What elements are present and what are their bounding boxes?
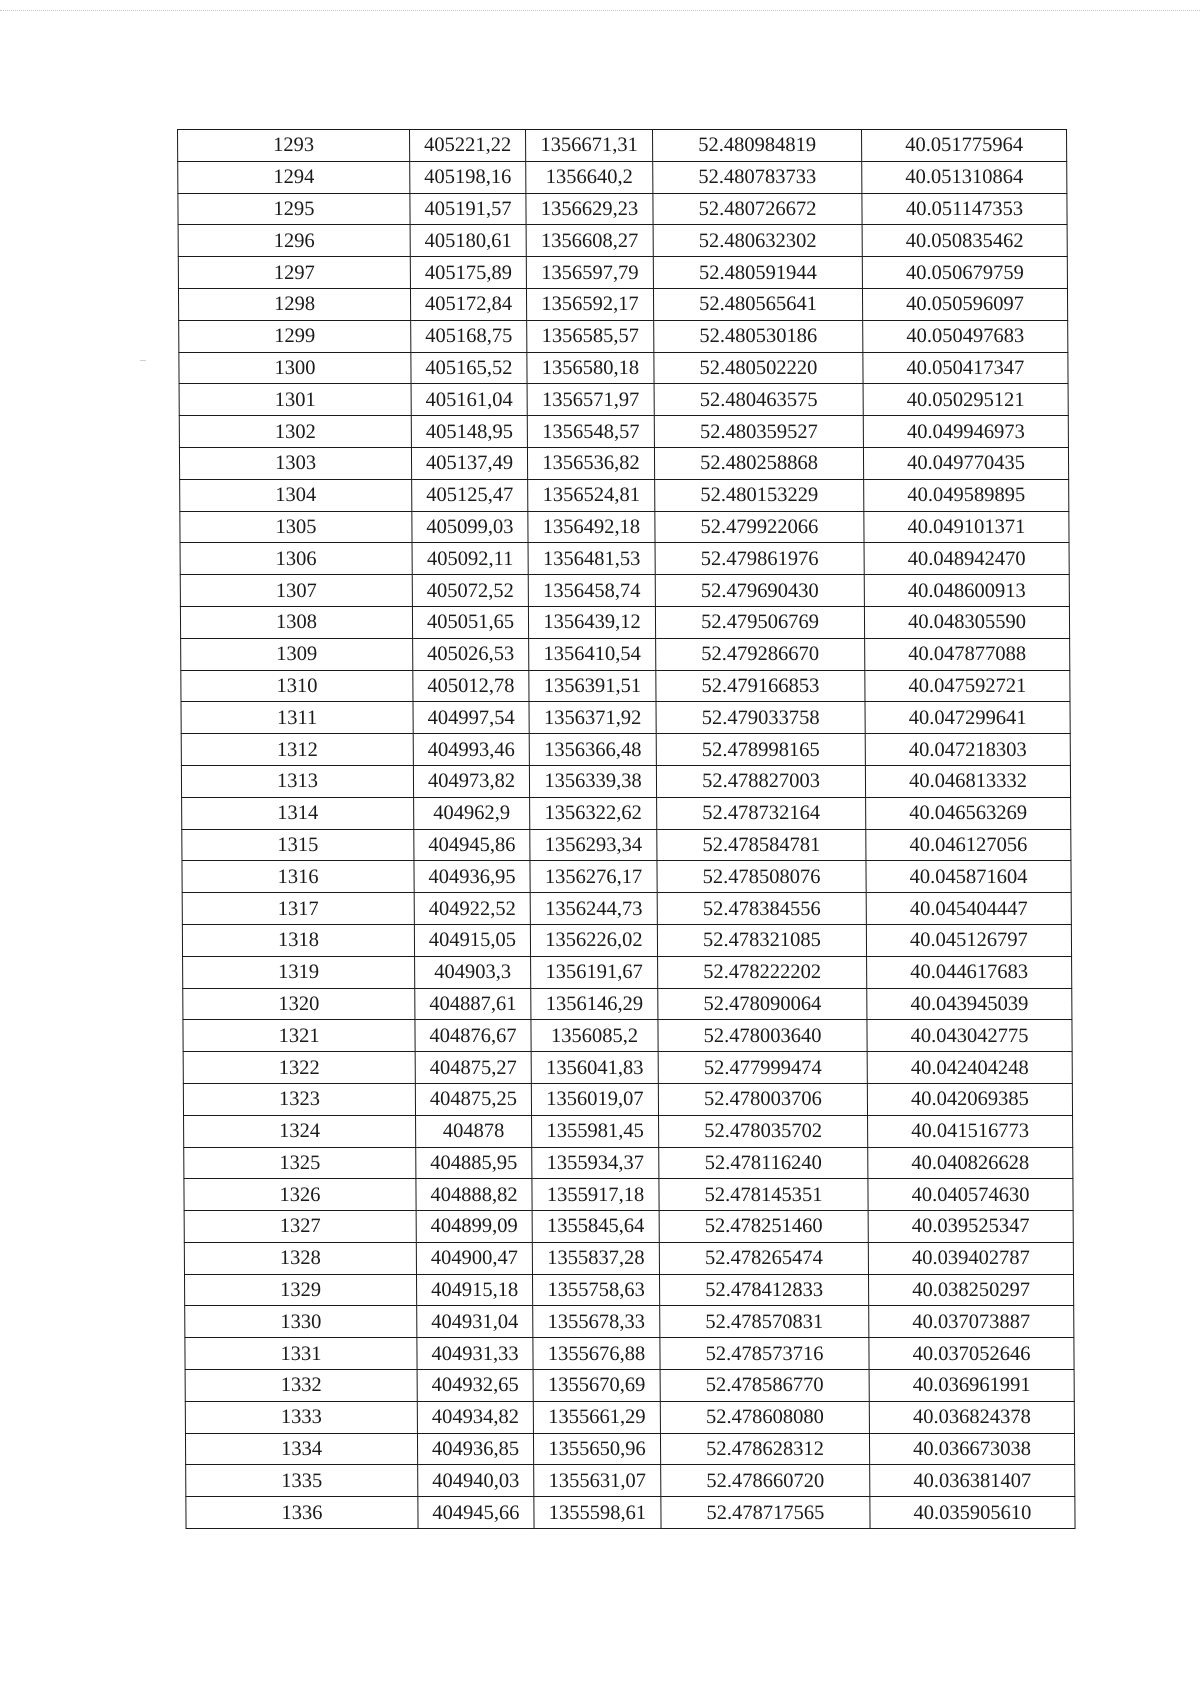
latitude-cell: 52.479506769 <box>655 606 864 638</box>
point-number-cell: 1308 <box>180 606 412 638</box>
longitude-cell: 40.042069385 <box>867 1083 1072 1115</box>
point-number-cell: 1315 <box>182 829 414 861</box>
x-coordinate-cell: 404878 <box>416 1115 532 1147</box>
latitude-cell: 52.478508076 <box>657 861 866 893</box>
table-row <box>181 734 1070 766</box>
latitude-cell: 52.478827003 <box>656 765 865 797</box>
longitude-cell: 40.049770435 <box>863 447 1068 479</box>
table-row <box>178 288 1067 320</box>
latitude-cell: 52.478586770 <box>660 1370 869 1402</box>
table-row <box>178 161 1067 193</box>
latitude-cell: 52.480984819 <box>653 130 862 162</box>
point-number-cell: 1335 <box>186 1465 418 1497</box>
point-number-cell: 1311 <box>181 702 413 734</box>
longitude-cell: 40.035905610 <box>870 1497 1075 1529</box>
y-coordinate-cell: 1356608,27 <box>526 225 653 257</box>
table-row <box>179 416 1068 448</box>
point-number-cell: 1296 <box>178 225 410 257</box>
longitude-cell: 40.039402787 <box>868 1242 1073 1274</box>
point-number-cell: 1299 <box>179 320 411 352</box>
y-coordinate-cell: 1356571,97 <box>527 384 654 416</box>
point-number-cell: 1333 <box>185 1401 417 1433</box>
y-coordinate-cell: 1355917,18 <box>532 1179 659 1211</box>
longitude-cell: 40.036673038 <box>869 1433 1074 1465</box>
table-row <box>183 956 1072 988</box>
x-coordinate-cell: 405072,52 <box>412 575 528 607</box>
table-row <box>184 1242 1073 1274</box>
longitude-cell: 40.038250297 <box>868 1274 1073 1306</box>
table-row <box>182 829 1071 861</box>
table-row <box>184 1179 1073 1211</box>
x-coordinate-cell: 405125,47 <box>412 479 528 511</box>
latitude-cell: 52.480783733 <box>653 161 862 193</box>
y-coordinate-cell: 1356339,38 <box>529 765 656 797</box>
x-coordinate-cell: 405198,16 <box>410 161 526 193</box>
longitude-cell: 40.050596097 <box>862 288 1067 320</box>
x-coordinate-cell: 405092,11 <box>412 543 528 575</box>
latitude-cell: 52.478573716 <box>660 1338 869 1370</box>
x-coordinate-cell: 405172,84 <box>410 288 526 320</box>
longitude-cell: 40.048600913 <box>864 575 1069 607</box>
x-coordinate-cell: 405099,03 <box>412 511 528 543</box>
point-number-cell: 1334 <box>185 1433 417 1465</box>
x-coordinate-cell: 404940,03 <box>418 1465 534 1497</box>
y-coordinate-cell: 1355650,96 <box>533 1433 660 1465</box>
x-coordinate-cell: 405161,04 <box>411 384 527 416</box>
table-row <box>178 130 1067 162</box>
longitude-cell: 40.045404447 <box>866 893 1071 925</box>
y-coordinate-cell: 1356366,48 <box>529 734 656 766</box>
latitude-cell: 52.478732164 <box>657 797 866 829</box>
latitude-cell: 52.478717565 <box>661 1497 870 1529</box>
x-coordinate-cell: 404932,65 <box>417 1370 533 1402</box>
longitude-cell: 40.039525347 <box>868 1211 1073 1243</box>
point-number-cell: 1320 <box>183 988 415 1020</box>
latitude-cell: 52.480258868 <box>654 447 863 479</box>
y-coordinate-cell: 1356492,18 <box>528 511 655 543</box>
table-row <box>185 1338 1074 1370</box>
point-number-cell: 1332 <box>185 1370 417 1402</box>
y-coordinate-cell: 1356597,79 <box>526 257 653 289</box>
table-row <box>182 861 1071 893</box>
latitude-cell: 52.478003640 <box>658 1020 867 1052</box>
latitude-cell: 52.478584781 <box>657 829 866 861</box>
point-number-cell: 1293 <box>178 130 410 162</box>
point-number-cell: 1297 <box>178 257 410 289</box>
table-row <box>180 575 1069 607</box>
point-number-cell: 1324 <box>184 1115 416 1147</box>
x-coordinate-cell: 404936,85 <box>417 1433 533 1465</box>
point-number-cell: 1306 <box>180 543 412 575</box>
latitude-cell: 52.478145351 <box>659 1179 868 1211</box>
latitude-cell: 52.478608080 <box>660 1401 869 1433</box>
point-number-cell: 1329 <box>184 1274 416 1306</box>
longitude-cell: 40.050835462 <box>862 225 1067 257</box>
latitude-cell: 52.479166853 <box>656 670 865 702</box>
x-coordinate-cell: 404934,82 <box>417 1401 533 1433</box>
table-row <box>178 225 1067 257</box>
longitude-cell: 40.050497683 <box>863 320 1068 352</box>
point-number-cell: 1314 <box>182 797 414 829</box>
y-coordinate-cell: 1356481,53 <box>528 543 655 575</box>
table-row <box>183 1052 1072 1084</box>
y-coordinate-cell: 1355837,28 <box>532 1242 659 1274</box>
longitude-cell: 40.042404248 <box>867 1052 1072 1084</box>
y-coordinate-cell: 1356191,67 <box>531 956 658 988</box>
longitude-cell: 40.050295121 <box>863 384 1068 416</box>
point-number-cell: 1327 <box>184 1211 416 1243</box>
y-coordinate-cell: 1355676,88 <box>533 1338 660 1370</box>
longitude-cell: 40.047299641 <box>865 702 1070 734</box>
table-row <box>184 1274 1073 1306</box>
table-row <box>180 479 1069 511</box>
y-coordinate-cell: 1356585,57 <box>527 320 654 352</box>
x-coordinate-cell: 404936,95 <box>414 861 530 893</box>
longitude-cell: 40.043042775 <box>867 1020 1072 1052</box>
point-number-cell: 1336 <box>186 1497 418 1529</box>
y-coordinate-cell: 1355670,69 <box>533 1370 660 1402</box>
latitude-cell: 52.477999474 <box>658 1052 867 1084</box>
x-coordinate-cell: 405168,75 <box>411 320 527 352</box>
y-coordinate-cell: 1356439,12 <box>528 606 655 638</box>
x-coordinate-cell: 404945,66 <box>418 1497 534 1529</box>
table-row <box>180 511 1069 543</box>
x-coordinate-cell: 405012,78 <box>413 670 529 702</box>
table-row <box>186 1497 1075 1529</box>
x-coordinate-cell: 405221,22 <box>410 130 526 162</box>
y-coordinate-cell: 1356226,02 <box>530 924 657 956</box>
latitude-cell: 52.478384556 <box>657 893 866 925</box>
longitude-cell: 40.051775964 <box>862 130 1067 162</box>
y-coordinate-cell: 1356085,2 <box>531 1020 658 1052</box>
x-coordinate-cell: 404931,33 <box>417 1338 533 1370</box>
y-coordinate-cell: 1356548,57 <box>527 416 654 448</box>
longitude-cell: 40.044617683 <box>867 956 1072 988</box>
y-coordinate-cell: 1356276,17 <box>530 861 657 893</box>
y-coordinate-cell: 1355981,45 <box>532 1115 659 1147</box>
latitude-cell: 52.478035702 <box>659 1115 868 1147</box>
latitude-cell: 52.478570831 <box>660 1306 869 1338</box>
y-coordinate-cell: 1356580,18 <box>527 352 654 384</box>
point-number-cell: 1301 <box>179 384 411 416</box>
point-number-cell: 1321 <box>183 1020 415 1052</box>
latitude-cell: 52.478090064 <box>658 988 867 1020</box>
latitude-cell: 52.480632302 <box>653 225 862 257</box>
y-coordinate-cell: 1355598,61 <box>534 1497 661 1529</box>
y-coordinate-cell: 1356640,2 <box>526 161 653 193</box>
latitude-cell: 52.478251460 <box>659 1211 868 1243</box>
longitude-cell: 40.036381407 <box>870 1465 1075 1497</box>
longitude-cell: 40.037073887 <box>869 1306 1074 1338</box>
point-number-cell: 1319 <box>183 956 415 988</box>
y-coordinate-cell: 1355934,37 <box>532 1147 659 1179</box>
latitude-cell: 52.478116240 <box>659 1147 868 1179</box>
x-coordinate-cell: 404899,09 <box>416 1211 532 1243</box>
point-number-cell: 1305 <box>180 511 412 543</box>
latitude-cell: 52.478265474 <box>659 1242 868 1274</box>
table-row <box>182 797 1071 829</box>
table-row <box>186 1465 1075 1497</box>
y-coordinate-cell: 1355661,29 <box>533 1401 660 1433</box>
latitude-cell: 52.480359527 <box>654 416 863 448</box>
point-number-cell: 1304 <box>180 479 412 511</box>
x-coordinate-cell: 404993,46 <box>413 734 529 766</box>
latitude-cell: 52.480591944 <box>653 257 862 289</box>
table-row <box>184 1147 1073 1179</box>
latitude-cell: 52.480530186 <box>654 320 863 352</box>
longitude-cell: 40.045871604 <box>866 861 1071 893</box>
point-number-cell: 1325 <box>184 1147 416 1179</box>
point-number-cell: 1312 <box>181 734 413 766</box>
table-row <box>179 320 1068 352</box>
table-row <box>183 1083 1072 1115</box>
y-coordinate-cell: 1356371,92 <box>529 702 656 734</box>
point-number-cell: 1307 <box>180 575 412 607</box>
longitude-cell: 40.048305590 <box>864 606 1069 638</box>
point-number-cell: 1317 <box>182 893 414 925</box>
table-row <box>185 1306 1074 1338</box>
latitude-cell: 52.480502220 <box>654 352 863 384</box>
x-coordinate-cell: 404876,67 <box>415 1020 531 1052</box>
x-coordinate-cell: 405175,89 <box>410 257 526 289</box>
longitude-cell: 40.040574630 <box>868 1179 1073 1211</box>
point-number-cell: 1295 <box>178 193 410 225</box>
point-number-cell: 1316 <box>182 861 414 893</box>
y-coordinate-cell: 1356592,17 <box>526 288 653 320</box>
latitude-cell: 52.479861976 <box>655 543 864 575</box>
x-coordinate-cell: 404962,9 <box>414 797 530 829</box>
y-coordinate-cell: 1355845,64 <box>532 1211 659 1243</box>
x-coordinate-cell: 404900,47 <box>416 1242 532 1274</box>
point-number-cell: 1302 <box>179 416 411 448</box>
y-coordinate-cell: 1356671,31 <box>526 130 653 162</box>
x-coordinate-cell: 404997,54 <box>413 702 529 734</box>
table-row <box>185 1433 1074 1465</box>
x-coordinate-cell: 404931,04 <box>417 1306 533 1338</box>
x-coordinate-cell: 404915,18 <box>416 1274 532 1306</box>
y-coordinate-cell: 1356629,23 <box>526 193 653 225</box>
table-row <box>179 352 1068 384</box>
longitude-cell: 40.049589895 <box>864 479 1069 511</box>
table-row <box>181 638 1070 670</box>
x-coordinate-cell: 405180,61 <box>410 225 526 257</box>
point-number-cell: 1294 <box>178 161 410 193</box>
table-row <box>181 765 1070 797</box>
table-row <box>184 1115 1073 1147</box>
longitude-cell: 40.046813332 <box>865 765 1070 797</box>
point-number-cell: 1322 <box>183 1052 415 1084</box>
latitude-cell: 52.478222202 <box>658 956 867 988</box>
table-row <box>184 1211 1073 1243</box>
table-row <box>181 702 1070 734</box>
y-coordinate-cell: 1356041,83 <box>531 1052 658 1084</box>
x-coordinate-cell: 405137,49 <box>411 447 527 479</box>
y-coordinate-cell: 1356293,34 <box>530 829 657 861</box>
point-number-cell: 1318 <box>182 924 414 956</box>
x-coordinate-cell: 405165,52 <box>411 352 527 384</box>
x-coordinate-cell: 405191,57 <box>410 193 526 225</box>
latitude-cell: 52.479690430 <box>655 575 864 607</box>
longitude-cell: 40.045126797 <box>866 924 1071 956</box>
longitude-cell: 40.037052646 <box>869 1338 1074 1370</box>
latitude-cell: 52.478660720 <box>661 1465 870 1497</box>
latitude-cell: 52.479286670 <box>656 638 865 670</box>
longitude-cell: 40.047218303 <box>865 734 1070 766</box>
longitude-cell: 40.040826628 <box>868 1147 1073 1179</box>
y-coordinate-cell: 1356322,62 <box>530 797 657 829</box>
latitude-cell: 52.478998165 <box>656 734 865 766</box>
latitude-cell: 52.479033758 <box>656 702 865 734</box>
point-number-cell: 1323 <box>183 1083 415 1115</box>
point-number-cell: 1331 <box>185 1338 417 1370</box>
y-coordinate-cell: 1356244,73 <box>530 893 657 925</box>
x-coordinate-cell: 404973,82 <box>413 765 529 797</box>
y-coordinate-cell: 1355758,63 <box>532 1274 659 1306</box>
longitude-cell: 40.047592721 <box>865 670 1070 702</box>
y-coordinate-cell: 1356536,82 <box>527 447 654 479</box>
y-coordinate-cell: 1356391,51 <box>529 670 656 702</box>
point-number-cell: 1298 <box>178 288 410 320</box>
x-coordinate-cell: 404885,95 <box>416 1147 532 1179</box>
latitude-cell: 52.479922066 <box>655 511 864 543</box>
longitude-cell: 40.048942470 <box>864 543 1069 575</box>
longitude-cell: 40.047877088 <box>865 638 1070 670</box>
table-row <box>185 1370 1074 1402</box>
table-row <box>180 543 1069 575</box>
longitude-cell: 40.050679759 <box>862 257 1067 289</box>
table-row <box>178 257 1067 289</box>
table-row <box>180 606 1069 638</box>
table-row <box>178 193 1067 225</box>
latitude-cell: 52.480565641 <box>653 288 862 320</box>
table-row <box>179 384 1068 416</box>
table-row <box>183 988 1072 1020</box>
table-row <box>185 1401 1074 1433</box>
coordinates-table <box>177 129 1076 1529</box>
point-number-cell: 1328 <box>184 1242 416 1274</box>
x-coordinate-cell: 404945,86 <box>414 829 530 861</box>
x-coordinate-cell: 404888,82 <box>416 1179 532 1211</box>
y-coordinate-cell: 1356019,07 <box>531 1083 658 1115</box>
x-coordinate-cell: 404903,3 <box>415 956 531 988</box>
table-row <box>181 670 1070 702</box>
scan-mark <box>140 360 146 361</box>
x-coordinate-cell: 404875,27 <box>415 1052 531 1084</box>
table-row <box>183 1020 1072 1052</box>
longitude-cell: 40.049946973 <box>863 416 1068 448</box>
y-coordinate-cell: 1355631,07 <box>534 1465 661 1497</box>
point-number-cell: 1303 <box>179 447 411 479</box>
table-row <box>182 924 1071 956</box>
x-coordinate-cell: 405051,65 <box>412 606 528 638</box>
point-number-cell: 1313 <box>181 765 413 797</box>
y-coordinate-cell: 1356410,54 <box>529 638 656 670</box>
x-coordinate-cell: 404887,61 <box>415 988 531 1020</box>
point-number-cell: 1330 <box>185 1306 417 1338</box>
table-row <box>179 447 1068 479</box>
x-coordinate-cell: 405026,53 <box>413 638 529 670</box>
longitude-cell: 40.046127056 <box>866 829 1071 861</box>
x-coordinate-cell: 404875,25 <box>415 1083 531 1115</box>
longitude-cell: 40.043945039 <box>867 988 1072 1020</box>
latitude-cell: 52.478003706 <box>658 1083 867 1115</box>
latitude-cell: 52.480463575 <box>654 384 863 416</box>
x-coordinate-cell: 404922,52 <box>414 893 530 925</box>
longitude-cell: 40.041516773 <box>868 1115 1073 1147</box>
x-coordinate-cell: 404915,05 <box>414 924 530 956</box>
latitude-cell: 52.478628312 <box>660 1433 869 1465</box>
scan-edge-line <box>0 10 1200 11</box>
x-coordinate-cell: 405148,95 <box>411 416 527 448</box>
coordinates-table-body <box>178 130 1076 1529</box>
longitude-cell: 40.036961991 <box>869 1370 1074 1402</box>
point-number-cell: 1310 <box>181 670 413 702</box>
y-coordinate-cell: 1356524,81 <box>528 479 655 511</box>
latitude-cell: 52.480726672 <box>653 193 862 225</box>
longitude-cell: 40.049101371 <box>864 511 1069 543</box>
point-number-cell: 1300 <box>179 352 411 384</box>
y-coordinate-cell: 1355678,33 <box>533 1306 660 1338</box>
y-coordinate-cell: 1356458,74 <box>528 575 655 607</box>
longitude-cell: 40.051310864 <box>862 161 1067 193</box>
latitude-cell: 52.478321085 <box>657 924 866 956</box>
table-row <box>182 893 1071 925</box>
longitude-cell: 40.046563269 <box>866 797 1071 829</box>
point-number-cell: 1309 <box>181 638 413 670</box>
y-coordinate-cell: 1356146,29 <box>531 988 658 1020</box>
point-number-cell: 1326 <box>184 1179 416 1211</box>
longitude-cell: 40.036824378 <box>869 1401 1074 1433</box>
longitude-cell: 40.050417347 <box>863 352 1068 384</box>
latitude-cell: 52.480153229 <box>655 479 864 511</box>
longitude-cell: 40.051147353 <box>862 193 1067 225</box>
latitude-cell: 52.478412833 <box>659 1274 868 1306</box>
